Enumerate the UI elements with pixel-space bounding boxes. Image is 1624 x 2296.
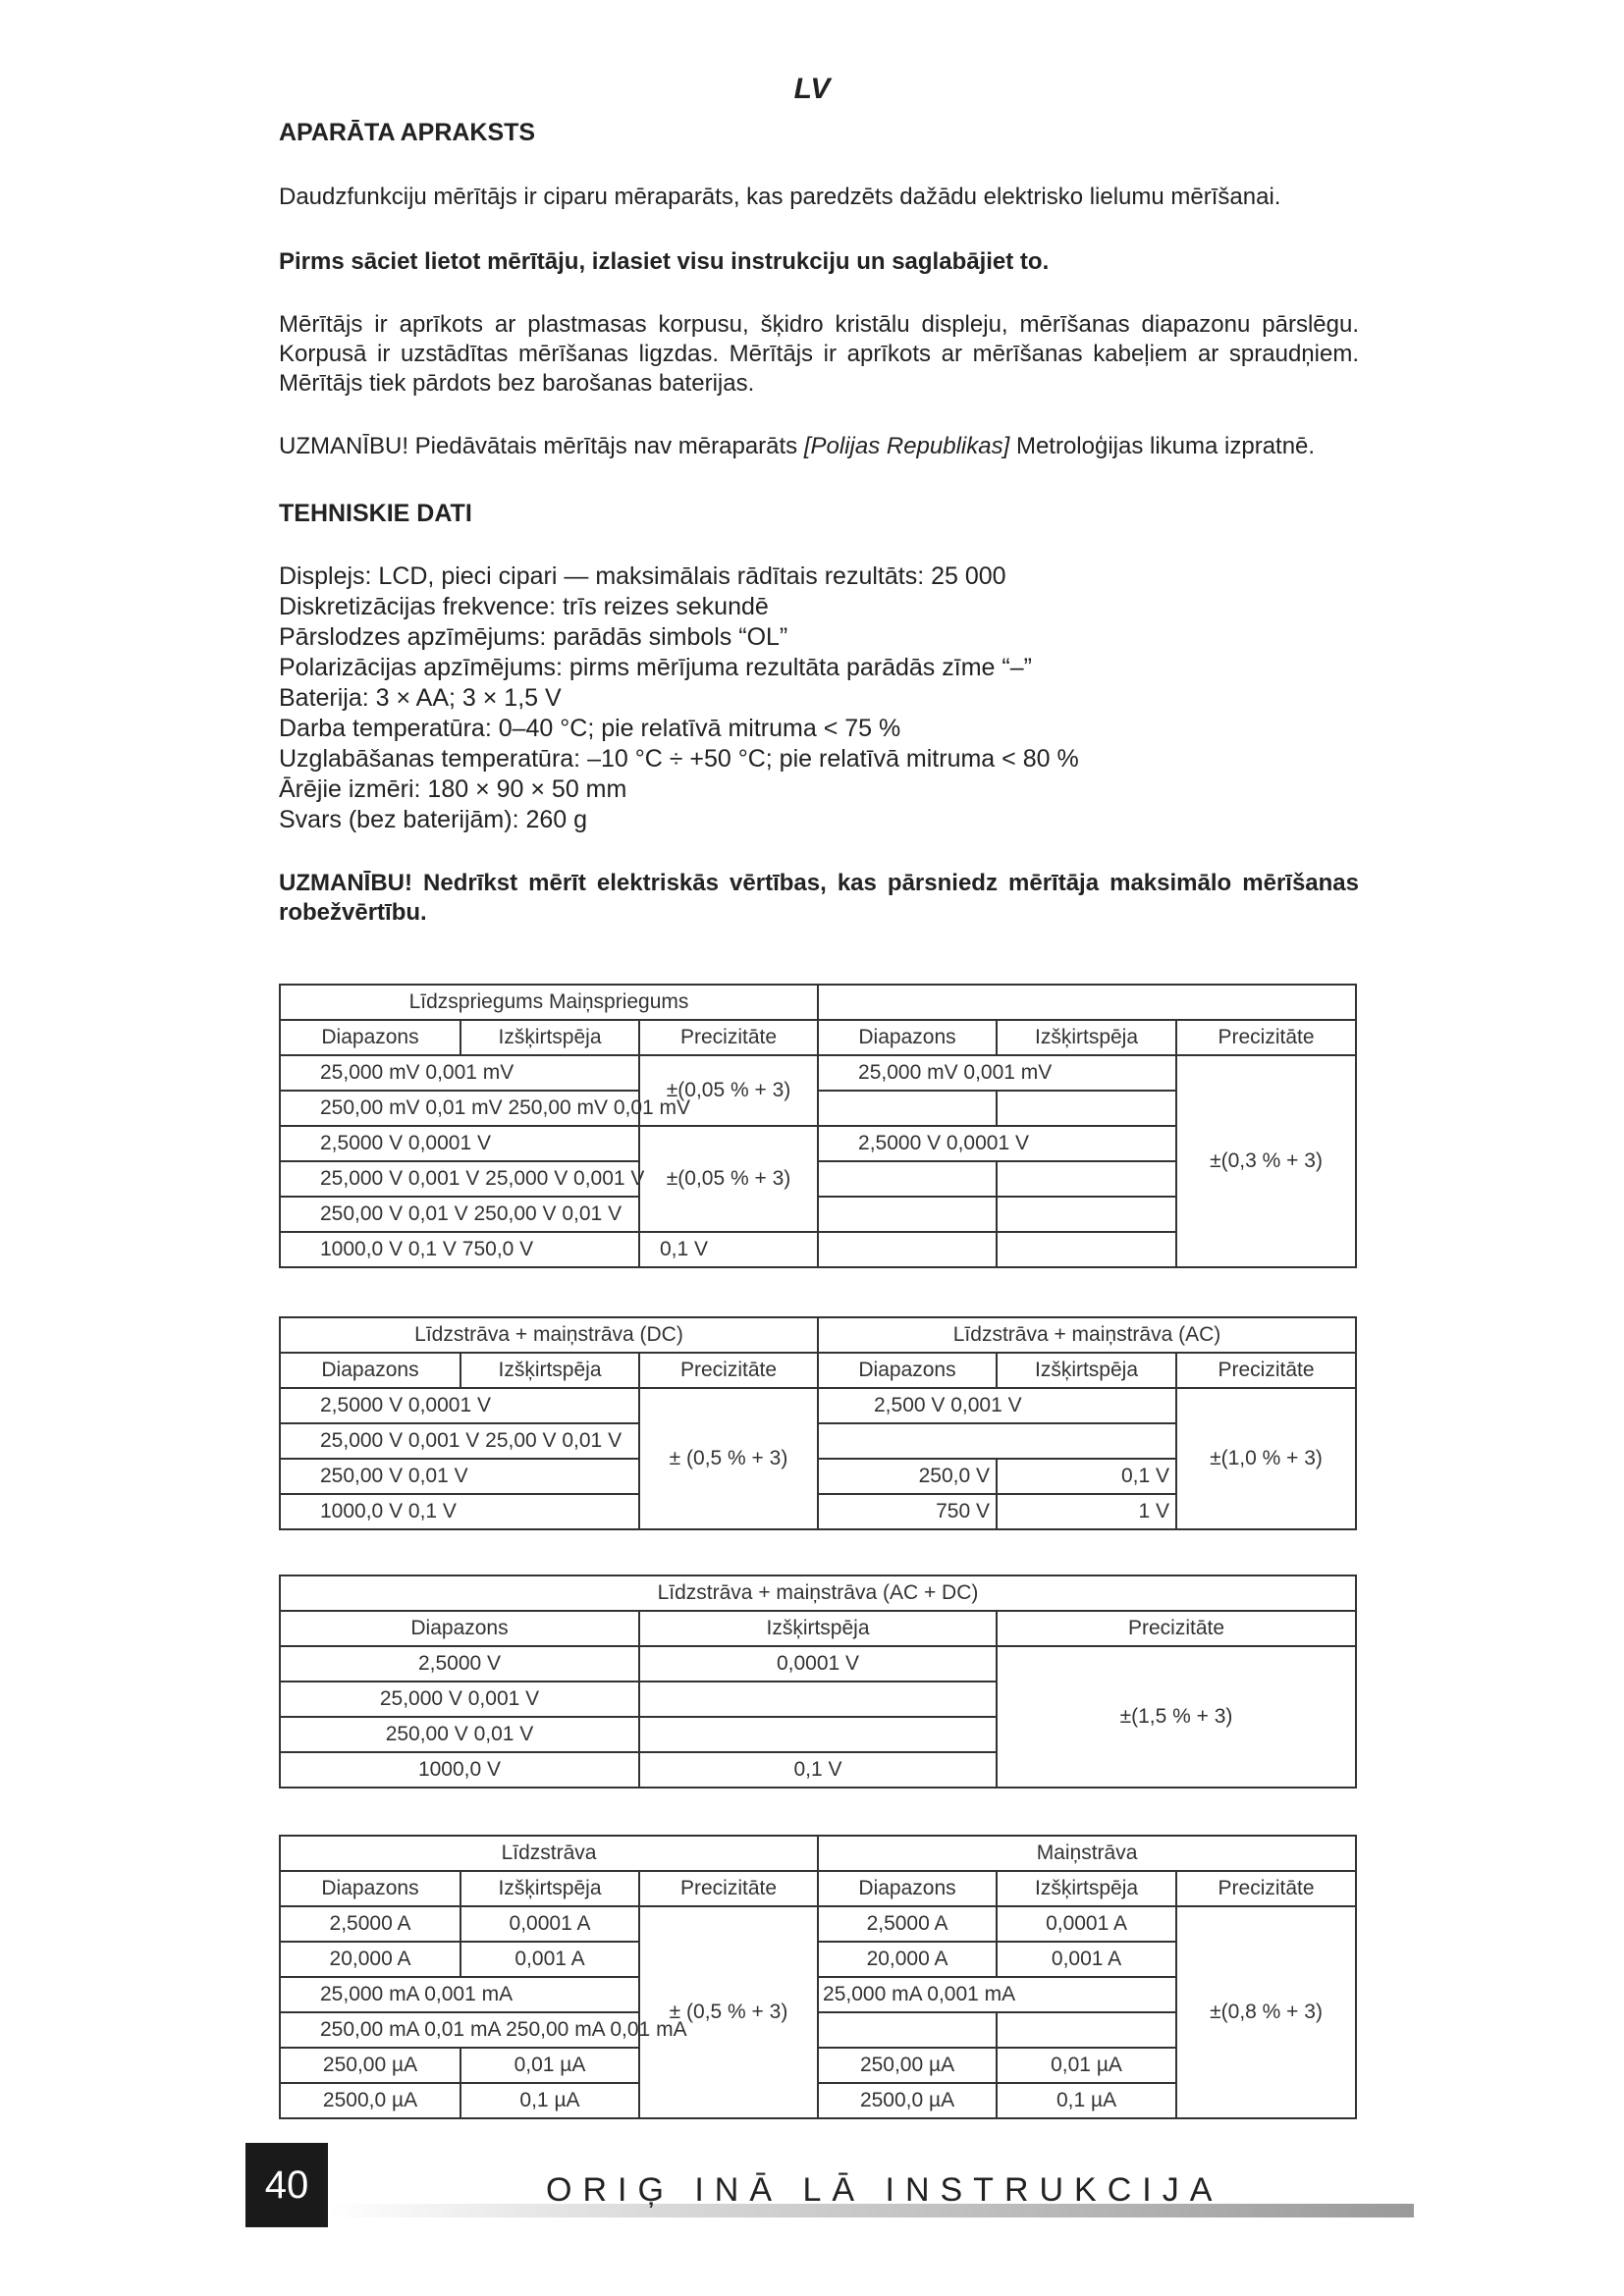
table-cell: 250,00 mA 0,01 mA 250,00 mA 0,01 mA: [280, 2012, 639, 2048]
read-instructions-paragraph: Pirms sāciet lietot mērītāju, izlasiet visu instrukciju un saglabājiet to.: [279, 248, 1050, 275]
table-cell: 25,000 mV 0,001 mV: [280, 1055, 639, 1091]
metrology-warning-paragraph: [279, 432, 1359, 461]
column-header: Precizitāte: [997, 1611, 1356, 1646]
table-cell: [818, 2012, 997, 2048]
spec-item: Diskretizācijas frekvence: trīs reizes sekundē: [279, 593, 769, 620]
spec-item: Displejs: LCD, pieci cipari — maksimālais rādītais rezultāts: 25 000: [279, 562, 1006, 590]
table-cell: [639, 1682, 997, 1717]
table-cell: [997, 1161, 1176, 1197]
table-title: Maiņstrāva: [818, 1836, 1356, 1871]
table-cell: 0,001 A: [460, 1942, 639, 1977]
intro-paragraph: Daudzfunkciju mērītājs ir ciparu mēraparāts, kas paredzēts dažādu elektrisko lielumu mērīšanai.: [279, 184, 1281, 210]
column-header: Precizitāte: [1176, 1353, 1356, 1388]
table-cell: 250,00 µA: [818, 2048, 997, 2083]
precision-cell: ±(0,05 % + 3): [639, 1055, 818, 1126]
table-cell: 25,000 mA 0,001 mA: [280, 1977, 639, 2012]
column-header: Diapazons: [818, 1871, 997, 1906]
current-ac-dc-table: [279, 1316, 1357, 1530]
precision-cell: ±(0,8 % + 3): [1176, 1906, 1356, 2118]
table-title: Līdzstrāva: [280, 1836, 818, 1871]
column-header: Precizitāte: [639, 1353, 818, 1388]
table-cell: 250,00 mV 0,01 mV 250,00 mV 0,01 mV: [280, 1091, 639, 1126]
table-cell: 2500,0 µA: [818, 2083, 997, 2118]
table-cell: 250,00 V 0,01 V 250,00 V 0,01 V: [280, 1197, 639, 1232]
column-header: Izšķirtspēja: [997, 1353, 1176, 1388]
spec-list: [279, 561, 1359, 835]
table-cell: 2,500 V 0,001 V: [818, 1388, 1176, 1423]
column-header: Diapazons: [280, 1353, 460, 1388]
precision-cell: ±(0,3 % + 3): [1176, 1055, 1356, 1267]
table-cell: 250,00 V 0,01 V: [280, 1717, 639, 1752]
table-cell: [997, 1232, 1176, 1267]
metrology-warning-country: [Polijas Republikas]: [803, 433, 1010, 459]
spec-item: Pārslodzes apzīmējums: parādās simbols “OL”: [279, 623, 788, 651]
column-header: Diapazons: [818, 1020, 997, 1055]
column-header: Izšķirtspēja: [460, 1353, 639, 1388]
precision-cell: ±(0,05 % + 3): [639, 1126, 818, 1232]
column-header: Precizitāte: [639, 1020, 818, 1055]
spec-item: Baterija: 3 × AA; 3 × 1,5 V: [279, 684, 562, 712]
table-cell: 2,5000 V 0,0001 V: [818, 1126, 1176, 1161]
table-cell: 25,000 V 0,001 V: [280, 1682, 639, 1717]
table-cell: [639, 1717, 997, 1752]
precision-cell: ±(1,5 % + 3): [997, 1646, 1356, 1788]
table-cell: 2,5000 V: [280, 1646, 639, 1682]
column-header: Precizitāte: [1176, 1871, 1356, 1906]
table-cell: 0,1 V: [997, 1459, 1176, 1494]
table-cell: 250,0 V: [818, 1459, 997, 1494]
precision-cell: ± (0,5 % + 3): [639, 1388, 818, 1529]
metrology-warning-part-b: Metroloģijas likuma izpratnē.: [1009, 433, 1316, 459]
device-description-paragraph: Mērītājs ir aprīkots ar plastmasas korpusu, šķidro kristālu displeju, mērīšanas diapazonu pārslēgu. Korpusā ir uzstādītas mērīšanas ligzdas. Mērītājs ir aprīkots ar mērīšanas kabeļiem ar spraudņiem. Mērītājs tiek pārdots bez barošanas baterijas.: [279, 311, 1359, 397]
column-header: Izšķirtspēja: [639, 1611, 997, 1646]
column-header: Diapazons: [280, 1020, 460, 1055]
footer-title: ORIĢ INĀ LĀ INSTRUKCIJA: [546, 2171, 1223, 2209]
table-cell: 25,000 mA 0,001 mA: [818, 1977, 1176, 2012]
spec-item: Ārējie izmēri: 180 × 90 × 50 mm: [279, 775, 627, 803]
spec-item: Uzglabāšanas temperatūra: –10 °C ÷ +50 °C; pie relatīvā mitruma < 80 %: [279, 745, 1079, 773]
column-header: Izšķirtspēja: [997, 1871, 1176, 1906]
column-header: Diapazons: [818, 1353, 997, 1388]
voltage-table: [279, 984, 1357, 1268]
column-header: Izšķirtspēja: [460, 1020, 639, 1055]
table-cell: 2,5000 A: [818, 1906, 997, 1942]
table-cell: 1 V: [997, 1494, 1176, 1529]
column-header: Precizitāte: [639, 1871, 818, 1906]
precision-cell: ± (0,5 % + 3): [639, 1906, 818, 2118]
table-cell: 2,5000 V 0,0001 V: [280, 1126, 639, 1161]
table-title: Līdzstrāva + maiņstrāva (DC): [280, 1317, 818, 1353]
table-title-empty: [818, 985, 1356, 1020]
max-value-warning: UZMANĪBU! Nedrīkst mērīt elektriskās vērtības, kas pārsniedz mērītāja maksimālo mērīšanas robežvērtību.: [279, 870, 1359, 926]
table-title: Līdzstrāva + maiņstrāva (AC + DC): [280, 1575, 1356, 1611]
precision-cell: ±(1,0 % + 3): [1176, 1388, 1356, 1529]
ac-dc-combined-table: [279, 1575, 1357, 1789]
table-cell: 25,000 V 0,001 V 25,00 V 0,01 V: [280, 1423, 639, 1459]
table-row: [280, 1646, 1356, 1682]
spec-item: Darba temperatūra: 0–40 °C; pie relatīvā mitruma < 75 %: [279, 715, 901, 742]
table-cell: [997, 2012, 1176, 2048]
table-title: Līdzspriegums Maiņspriegums: [280, 985, 818, 1020]
table-cell: 20,000 A: [280, 1942, 460, 1977]
table-row: [280, 1388, 1356, 1423]
table-cell: 0,001 A: [997, 1942, 1176, 1977]
table-cell: 20,000 A: [818, 1942, 997, 1977]
table-cell: 0,0001 A: [997, 1906, 1176, 1942]
table-cell: 0,0001 A: [460, 1906, 639, 1942]
table-cell: 250,00 µA: [280, 2048, 460, 2083]
table-cell: 2500,0 µA: [280, 2083, 460, 2118]
column-header: Izšķirtspēja: [997, 1020, 1176, 1055]
table-row: [280, 1906, 1356, 1942]
table-cell: 0,1 µA: [460, 2083, 639, 2118]
page-number: 40: [245, 2143, 328, 2227]
table-cell: 0,1 µA: [997, 2083, 1176, 2118]
current-table: [279, 1835, 1357, 2119]
table-cell: 0,1 V: [639, 1232, 818, 1267]
table-cell: 1000,0 V 0,1 V: [280, 1494, 639, 1529]
spec-item: Polarizācijas apzīmējums: pirms mērījuma rezultāta parādās zīme “–”: [279, 654, 1032, 681]
table-cell: 1000,0 V 0,1 V 750,0 V: [280, 1232, 639, 1267]
table-cell: [818, 1197, 997, 1232]
table-cell: 2,5000 V 0,0001 V: [280, 1388, 639, 1423]
table-title: Līdzstrāva + maiņstrāva (AC): [818, 1317, 1356, 1353]
language-code: LV: [793, 73, 831, 105]
column-header: Precizitāte: [1176, 1020, 1356, 1055]
table-cell: 0,1 V: [639, 1752, 997, 1788]
technical-data-heading: TEHNISKIE DATI: [279, 500, 472, 527]
column-header: Diapazons: [280, 1611, 639, 1646]
table-cell: 0,0001 V: [639, 1646, 997, 1682]
table-cell: 250,00 V 0,01 V: [280, 1459, 639, 1494]
column-header: Diapazons: [280, 1871, 460, 1906]
table-cell: [818, 1232, 997, 1267]
description-heading: APARĀTA APRAKSTS: [279, 119, 536, 146]
table-cell: [818, 1091, 997, 1126]
table-cell: 750 V: [818, 1494, 997, 1529]
table-cell: 1000,0 V: [280, 1752, 639, 1788]
table-cell: [818, 1423, 1176, 1459]
table-cell: [997, 1091, 1176, 1126]
column-header: Izšķirtspēja: [460, 1871, 639, 1906]
table-cell: [818, 1161, 997, 1197]
table-row: [280, 1055, 1356, 1091]
metrology-warning-part-a: UZMANĪBU! Piedāvātais mērītājs nav mēraparāts: [279, 433, 804, 459]
document-body: [279, 118, 1359, 928]
table-cell: 25,000 mV 0,001 mV: [818, 1055, 1176, 1091]
table-cell: 0,01 µA: [460, 2048, 639, 2083]
spec-item: Svars (bez baterijām): 260 g: [279, 806, 588, 833]
table-cell: 2,5000 A: [280, 1906, 460, 1942]
table-cell: [997, 1197, 1176, 1232]
table-cell: 25,000 V 0,001 V 25,000 V 0,001 V: [280, 1161, 639, 1197]
table-cell: 0,01 µA: [997, 2048, 1176, 2083]
